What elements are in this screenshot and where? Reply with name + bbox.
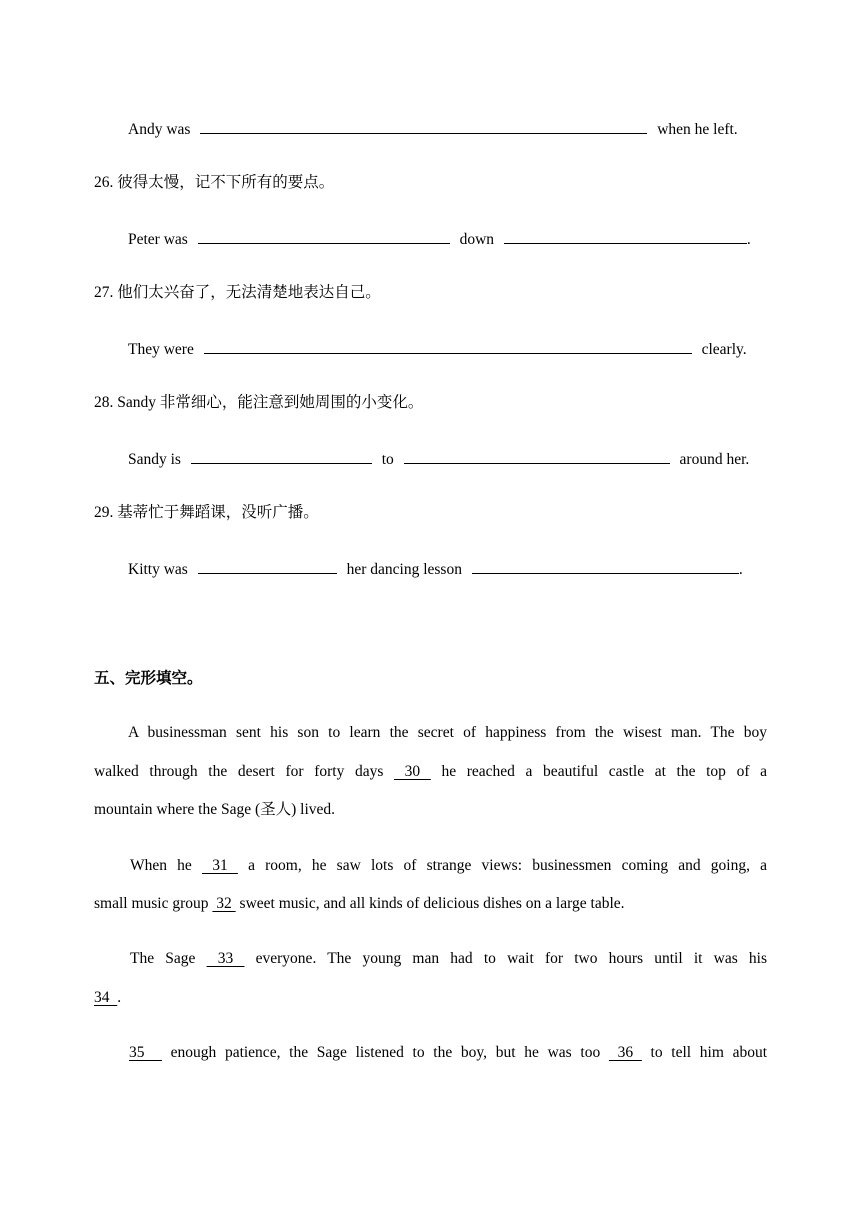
passage-p2-line2 (94, 894, 625, 914)
q29-after: . (738, 561, 743, 578)
q27-blank[interactable] (204, 338, 692, 354)
passage-p1-line2 (94, 762, 767, 782)
q26-blank-1[interactable] (198, 228, 450, 244)
passage-p1-line1 (128, 723, 767, 743)
q25-before: Andy was (128, 121, 191, 138)
q28-blank-2[interactable] (404, 448, 670, 464)
q28-middle: to (381, 451, 394, 468)
q29-middle: her dancing lesson (346, 561, 462, 578)
q28-blank-1[interactable] (191, 448, 372, 464)
blank-35[interactable]: 35 (129, 1044, 162, 1061)
blank-32[interactable]: 32 (212, 895, 236, 912)
p2-line1-b: a room, he saw lots of strange views: businessmen coming and going, a (248, 857, 768, 874)
p4-line1-b: to tell him about (650, 1044, 768, 1061)
q27-prompt: 27. 他们太兴奋了，无法清楚地表达自己。 (94, 284, 381, 301)
p2-line2-a: small music group (94, 895, 209, 912)
q27-before: They were (128, 341, 194, 358)
q29-answer-line (128, 558, 743, 580)
section-title: 五、完形填空。 (94, 669, 203, 687)
q25-blank[interactable] (200, 118, 647, 134)
q27-answer-line (128, 338, 747, 360)
p2-line1-a: When he (130, 857, 192, 874)
q26-prompt: 26. 彼得太慢，记不下所有的要点。 (94, 174, 335, 191)
q26-answer-line (128, 228, 751, 250)
q28-answer-line (128, 448, 749, 470)
p3-line1-a: The Sage (130, 950, 196, 967)
q29-before: Kitty was (128, 561, 188, 578)
passage-p2-line1 (130, 856, 767, 876)
passage-p4-line1 (129, 1043, 767, 1063)
blank-30[interactable]: 30 (394, 763, 431, 780)
q25-after: when he left. (657, 121, 738, 138)
p1-line2-b: he reached a beautiful castle at the top of a (441, 763, 767, 780)
passage-p3-line2 (94, 988, 121, 1008)
q28-after: around her. (679, 451, 750, 468)
q26-before: Peter was (128, 231, 188, 248)
p1-line2-a: walked through the desert for forty days (94, 763, 384, 780)
p3-line2-end: . (117, 989, 122, 1006)
q29-blank-1[interactable] (198, 558, 337, 574)
p4-line1-a: enough patience, the Sage listened to the boy, but he was too (170, 1044, 601, 1061)
q29-blank-2[interactable] (472, 558, 739, 574)
passage-p1-line3: mountain where the Sage (圣人) lived. (94, 801, 336, 818)
q29-prompt: 29. 基蒂忙于舞蹈课，没听广播。 (94, 504, 319, 521)
q26-middle: down (459, 231, 495, 248)
p3-line1-b: everyone. The young man had to wait for two hours until it was his (255, 950, 768, 967)
q28-prompt: 28. Sandy 非常细心，能注意到她周围的小变化。 (94, 394, 424, 411)
q26-after: . (746, 231, 751, 248)
q26-blank-2[interactable] (504, 228, 747, 244)
blank-33[interactable]: 33 (206, 950, 245, 967)
q25-answer-line (128, 118, 738, 140)
q28-before: Sandy is (128, 451, 181, 468)
blank-36[interactable]: 36 (608, 1044, 642, 1061)
q27-after: clearly. (701, 341, 747, 358)
p2-line2-b: sweet music, and all kinds of delicious dishes on a large table. (239, 895, 625, 912)
p1-line1-text: A businessman sent his son to learn the secret of happiness from the wisest man. The boy (128, 724, 767, 741)
blank-31[interactable]: 31 (202, 857, 238, 874)
passage-p3-line1 (130, 949, 767, 969)
blank-34[interactable]: 34 (94, 989, 118, 1006)
